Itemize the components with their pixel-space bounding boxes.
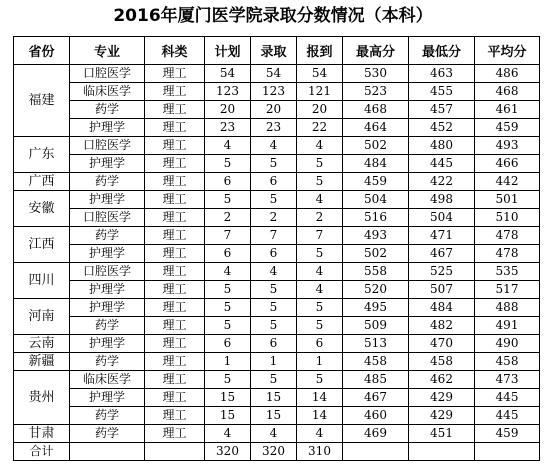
table-row bbox=[14, 317, 540, 335]
admitted-cell: 6 bbox=[251, 335, 297, 353]
min-score-cell: 458 bbox=[409, 353, 475, 371]
major-cell: 护理学 bbox=[70, 155, 145, 173]
major-cell: 口腔医学 bbox=[70, 209, 145, 227]
category-cell: 理工 bbox=[145, 281, 205, 299]
max-score-cell: 530 bbox=[343, 65, 409, 83]
reported-cell: 4 bbox=[297, 137, 343, 155]
min-score-cell: 422 bbox=[409, 173, 475, 191]
plan-cell: 7 bbox=[205, 227, 251, 245]
reported-cell: 7 bbox=[297, 227, 343, 245]
min-score-cell: 525 bbox=[409, 263, 475, 281]
avg-score-cell: 473 bbox=[475, 371, 540, 389]
province-cell: 广东 bbox=[14, 137, 70, 173]
major-cell: 护理学 bbox=[70, 335, 145, 353]
avg-score-cell: 490 bbox=[475, 335, 540, 353]
plan-cell: 54 bbox=[205, 65, 251, 83]
avg-score-cell: 535 bbox=[475, 263, 540, 281]
header-min-score: 最低分 bbox=[409, 37, 475, 65]
major-cell: 护理学 bbox=[70, 245, 145, 263]
plan-cell: 4 bbox=[205, 137, 251, 155]
min-score-cell: 470 bbox=[409, 335, 475, 353]
min-score-cell: 452 bbox=[409, 119, 475, 137]
admitted-cell: 5 bbox=[251, 191, 297, 209]
category-cell: 理工 bbox=[145, 299, 205, 317]
major-cell: 药学 bbox=[70, 227, 145, 245]
major-cell: 药学 bbox=[70, 317, 145, 335]
category-cell: 理工 bbox=[145, 263, 205, 281]
province-cell: 福建 bbox=[14, 65, 70, 137]
province-cell: 新疆 bbox=[14, 353, 70, 371]
plan-cell: 23 bbox=[205, 119, 251, 137]
min-score-cell: 480 bbox=[409, 137, 475, 155]
total-max-cell bbox=[343, 443, 409, 461]
total-reported-cell: 310 bbox=[297, 443, 343, 461]
plan-cell: 5 bbox=[205, 155, 251, 173]
reported-cell: 5 bbox=[297, 155, 343, 173]
min-score-cell: 507 bbox=[409, 281, 475, 299]
admitted-cell: 123 bbox=[251, 83, 297, 101]
avg-score-cell: 510 bbox=[475, 209, 540, 227]
admitted-cell: 4 bbox=[251, 137, 297, 155]
admitted-cell: 5 bbox=[251, 155, 297, 173]
max-score-cell: 459 bbox=[343, 173, 409, 191]
admitted-cell: 15 bbox=[251, 407, 297, 425]
header-plan: 计划 bbox=[205, 37, 251, 65]
category-cell: 理工 bbox=[145, 389, 205, 407]
major-cell: 护理学 bbox=[70, 191, 145, 209]
category-cell: 理工 bbox=[145, 353, 205, 371]
max-score-cell: 469 bbox=[343, 425, 409, 443]
plan-cell: 5 bbox=[205, 299, 251, 317]
category-cell: 理工 bbox=[145, 137, 205, 155]
table-row bbox=[14, 353, 540, 371]
plan-cell: 1 bbox=[205, 353, 251, 371]
province-cell: 河南 bbox=[14, 299, 70, 335]
max-score-cell: 460 bbox=[343, 407, 409, 425]
avg-score-cell: 517 bbox=[475, 281, 540, 299]
header-major: 专业 bbox=[70, 37, 145, 65]
table-row bbox=[14, 263, 540, 281]
category-cell: 理工 bbox=[145, 191, 205, 209]
min-score-cell: 471 bbox=[409, 227, 475, 245]
header-avg-score: 平均分 bbox=[475, 37, 540, 65]
province-cell: 四川 bbox=[14, 263, 70, 299]
avg-score-cell: 501 bbox=[475, 191, 540, 209]
plan-cell: 5 bbox=[205, 191, 251, 209]
avg-score-cell: 459 bbox=[475, 119, 540, 137]
table-row bbox=[14, 137, 540, 155]
total-row bbox=[14, 443, 540, 461]
category-cell: 理工 bbox=[145, 371, 205, 389]
min-score-cell: 467 bbox=[409, 245, 475, 263]
plan-cell: 6 bbox=[205, 245, 251, 263]
min-score-cell: 462 bbox=[409, 371, 475, 389]
avg-score-cell: 468 bbox=[475, 83, 540, 101]
max-score-cell: 504 bbox=[343, 191, 409, 209]
plan-cell: 6 bbox=[205, 173, 251, 191]
admitted-cell: 5 bbox=[251, 317, 297, 335]
reported-cell: 14 bbox=[297, 407, 343, 425]
province-cell: 广西 bbox=[14, 173, 70, 191]
table-row bbox=[14, 299, 540, 317]
total-category-cell bbox=[145, 443, 205, 461]
reported-cell: 5 bbox=[297, 245, 343, 263]
reported-cell: 22 bbox=[297, 119, 343, 137]
reported-cell: 5 bbox=[297, 371, 343, 389]
header-category: 科类 bbox=[145, 37, 205, 65]
province-cell: 云南 bbox=[14, 335, 70, 353]
avg-score-cell: 442 bbox=[475, 173, 540, 191]
max-score-cell: 493 bbox=[343, 227, 409, 245]
min-score-cell: 457 bbox=[409, 101, 475, 119]
reported-cell: 121 bbox=[297, 83, 343, 101]
category-cell: 理工 bbox=[145, 317, 205, 335]
avg-score-cell: 458 bbox=[475, 353, 540, 371]
max-score-cell: 464 bbox=[343, 119, 409, 137]
table-row bbox=[14, 371, 540, 389]
category-cell: 理工 bbox=[145, 425, 205, 443]
min-score-cell: 455 bbox=[409, 83, 475, 101]
table-row bbox=[14, 173, 540, 191]
header-reported: 报到 bbox=[297, 37, 343, 65]
reported-cell: 5 bbox=[297, 299, 343, 317]
max-score-cell: 485 bbox=[343, 371, 409, 389]
admitted-cell: 5 bbox=[251, 281, 297, 299]
total-major-cell bbox=[70, 443, 145, 461]
min-score-cell: 463 bbox=[409, 65, 475, 83]
table-body bbox=[14, 65, 540, 461]
max-score-cell: 509 bbox=[343, 317, 409, 335]
table-row bbox=[14, 281, 540, 299]
max-score-cell: 516 bbox=[343, 209, 409, 227]
min-score-cell: 429 bbox=[409, 407, 475, 425]
total-avg-cell bbox=[475, 443, 540, 461]
header-max-score: 最高分 bbox=[343, 37, 409, 65]
plan-cell: 123 bbox=[205, 83, 251, 101]
category-cell: 理工 bbox=[145, 155, 205, 173]
max-score-cell: 502 bbox=[343, 137, 409, 155]
plan-cell: 5 bbox=[205, 317, 251, 335]
reported-cell: 4 bbox=[297, 191, 343, 209]
category-cell: 理工 bbox=[145, 83, 205, 101]
reported-cell: 54 bbox=[297, 65, 343, 83]
major-cell: 药学 bbox=[70, 353, 145, 371]
category-cell: 理工 bbox=[145, 227, 205, 245]
max-score-cell: 467 bbox=[343, 389, 409, 407]
avg-score-cell: 461 bbox=[475, 101, 540, 119]
reported-cell: 1 bbox=[297, 353, 343, 371]
table-row bbox=[14, 191, 540, 209]
reported-cell: 5 bbox=[297, 317, 343, 335]
reported-cell: 6 bbox=[297, 335, 343, 353]
category-cell: 理工 bbox=[145, 245, 205, 263]
table-row bbox=[14, 227, 540, 245]
max-score-cell: 484 bbox=[343, 155, 409, 173]
avg-score-cell: 445 bbox=[475, 407, 540, 425]
min-score-cell: 498 bbox=[409, 191, 475, 209]
avg-score-cell: 459 bbox=[475, 425, 540, 443]
table-row bbox=[14, 209, 540, 227]
plan-cell: 5 bbox=[205, 281, 251, 299]
admitted-cell: 1 bbox=[251, 353, 297, 371]
header-province: 省份 bbox=[14, 37, 70, 65]
admitted-cell: 4 bbox=[251, 263, 297, 281]
table-row bbox=[14, 119, 540, 137]
table-row bbox=[14, 389, 540, 407]
admitted-cell: 5 bbox=[251, 371, 297, 389]
table-title: 2016年厦门医学院录取分数情况（本科） bbox=[113, 6, 433, 26]
plan-cell: 15 bbox=[205, 389, 251, 407]
province-cell: 江西 bbox=[14, 227, 70, 263]
table-row bbox=[14, 425, 540, 443]
max-score-cell: 468 bbox=[343, 101, 409, 119]
plan-cell: 20 bbox=[205, 101, 251, 119]
max-score-cell: 502 bbox=[343, 245, 409, 263]
category-cell: 理工 bbox=[145, 407, 205, 425]
plan-cell: 2 bbox=[205, 209, 251, 227]
major-cell: 临床医学 bbox=[70, 371, 145, 389]
avg-score-cell: 478 bbox=[475, 227, 540, 245]
admitted-cell: 6 bbox=[251, 245, 297, 263]
category-cell: 理工 bbox=[145, 119, 205, 137]
major-cell: 临床医学 bbox=[70, 83, 145, 101]
min-score-cell: 482 bbox=[409, 317, 475, 335]
admitted-cell: 20 bbox=[251, 101, 297, 119]
header-admitted: 录取 bbox=[251, 37, 297, 65]
avg-score-cell: 493 bbox=[475, 137, 540, 155]
plan-cell: 5 bbox=[205, 371, 251, 389]
reported-cell: 20 bbox=[297, 101, 343, 119]
major-cell: 药学 bbox=[70, 101, 145, 119]
table-row bbox=[14, 335, 540, 353]
min-score-cell: 429 bbox=[409, 389, 475, 407]
reported-cell: 4 bbox=[297, 281, 343, 299]
admitted-cell: 5 bbox=[251, 299, 297, 317]
major-cell: 护理学 bbox=[70, 119, 145, 137]
province-cell: 甘肃 bbox=[14, 425, 70, 443]
reported-cell: 2 bbox=[297, 209, 343, 227]
avg-score-cell: 486 bbox=[475, 65, 540, 83]
max-score-cell: 495 bbox=[343, 299, 409, 317]
major-cell: 护理学 bbox=[70, 281, 145, 299]
major-cell: 口腔医学 bbox=[70, 263, 145, 281]
major-cell: 药学 bbox=[70, 173, 145, 191]
min-score-cell: 451 bbox=[409, 425, 475, 443]
total-min-cell bbox=[409, 443, 475, 461]
reported-cell: 5 bbox=[297, 173, 343, 191]
reported-cell: 14 bbox=[297, 389, 343, 407]
max-score-cell: 458 bbox=[343, 353, 409, 371]
category-cell: 理工 bbox=[145, 65, 205, 83]
admitted-cell: 4 bbox=[251, 425, 297, 443]
total-plan-cell: 320 bbox=[205, 443, 251, 461]
max-score-cell: 558 bbox=[343, 263, 409, 281]
min-score-cell: 484 bbox=[409, 299, 475, 317]
avg-score-cell: 478 bbox=[475, 245, 540, 263]
plan-cell: 6 bbox=[205, 335, 251, 353]
admitted-cell: 6 bbox=[251, 173, 297, 191]
major-cell: 药学 bbox=[70, 407, 145, 425]
admitted-cell: 54 bbox=[251, 65, 297, 83]
min-score-cell: 445 bbox=[409, 155, 475, 173]
table-row bbox=[14, 245, 540, 263]
table-row bbox=[14, 155, 540, 173]
max-score-cell: 523 bbox=[343, 83, 409, 101]
min-score-cell: 504 bbox=[409, 209, 475, 227]
table-row bbox=[14, 407, 540, 425]
avg-score-cell: 488 bbox=[475, 299, 540, 317]
province-cell: 贵州 bbox=[14, 371, 70, 425]
admitted-cell: 23 bbox=[251, 119, 297, 137]
major-cell: 口腔医学 bbox=[70, 65, 145, 83]
plan-cell: 15 bbox=[205, 407, 251, 425]
total-label-cell: 合计 bbox=[14, 443, 70, 461]
category-cell: 理工 bbox=[145, 209, 205, 227]
table-row bbox=[14, 65, 540, 83]
major-cell: 口腔医学 bbox=[70, 137, 145, 155]
admission-score-table bbox=[13, 36, 540, 461]
admitted-cell: 15 bbox=[251, 389, 297, 407]
category-cell: 理工 bbox=[145, 101, 205, 119]
major-cell: 药学 bbox=[70, 425, 145, 443]
avg-score-cell: 491 bbox=[475, 317, 540, 335]
avg-score-cell: 445 bbox=[475, 389, 540, 407]
header-row bbox=[14, 37, 540, 65]
total-admitted-cell: 320 bbox=[251, 443, 297, 461]
plan-cell: 4 bbox=[205, 263, 251, 281]
admitted-cell: 2 bbox=[251, 209, 297, 227]
table-row bbox=[14, 83, 540, 101]
category-cell: 理工 bbox=[145, 173, 205, 191]
major-cell: 护理学 bbox=[70, 389, 145, 407]
province-cell: 安徽 bbox=[14, 191, 70, 227]
table-row bbox=[14, 101, 540, 119]
admitted-cell: 7 bbox=[251, 227, 297, 245]
avg-score-cell: 466 bbox=[475, 155, 540, 173]
reported-cell: 4 bbox=[297, 263, 343, 281]
max-score-cell: 520 bbox=[343, 281, 409, 299]
plan-cell: 4 bbox=[205, 425, 251, 443]
reported-cell: 4 bbox=[297, 425, 343, 443]
major-cell: 护理学 bbox=[70, 299, 145, 317]
max-score-cell: 513 bbox=[343, 335, 409, 353]
category-cell: 理工 bbox=[145, 335, 205, 353]
